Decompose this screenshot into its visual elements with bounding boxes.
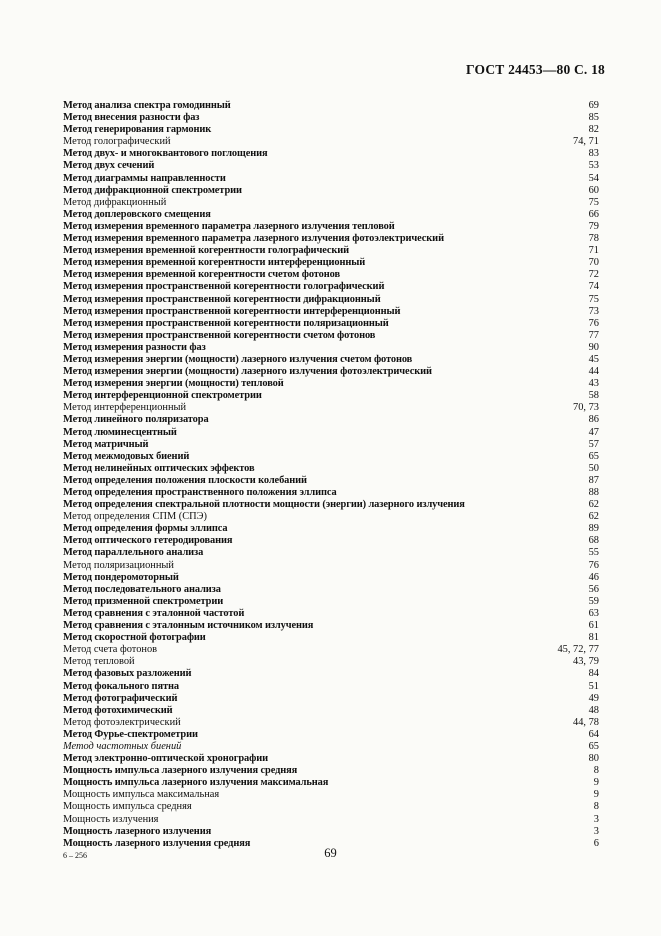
page-number: 69	[324, 846, 337, 860]
index-term: Метод параллельного анализа	[63, 547, 204, 559]
index-term: Мощность импульса лазерного излучения средняя	[63, 765, 298, 777]
index-term: Метод определения СПМ (СПЭ)	[63, 511, 208, 523]
index-pages: 46	[588, 571, 599, 583]
index-term: Метод фотоэлектрический	[63, 716, 181, 728]
index-pages: 70, 73	[573, 402, 599, 414]
index-entry	[63, 366, 599, 378]
index-term: Метод счета фотонов	[63, 644, 158, 656]
index-term: Метод двух- и многоквантового поглощения	[63, 148, 268, 160]
index-entry	[63, 729, 599, 741]
index-pages: 44, 78	[573, 716, 599, 728]
index-entry	[63, 439, 599, 451]
index-entry	[63, 560, 599, 572]
index-entry	[63, 668, 599, 680]
index-entry	[63, 245, 599, 257]
index-term: Метод внесения разности фаз	[63, 112, 200, 124]
index-term: Метод фотохимический	[63, 704, 173, 716]
index-entry	[63, 584, 599, 596]
index-term: Метод нелинейных оптических эффектов	[63, 462, 255, 474]
index-term: Метод частотных биений	[63, 740, 182, 752]
index-entry	[63, 801, 599, 813]
index-pages: 48	[588, 704, 599, 716]
index-entry	[63, 173, 599, 185]
index-pages: 74	[588, 281, 599, 293]
index-pages: 76	[588, 559, 599, 571]
term-index-list	[63, 100, 599, 850]
index-pages: 81	[588, 632, 599, 644]
index-term: Метод измерения временной когерентности голографический	[63, 245, 350, 257]
index-term: Метод генерирования гармоник	[63, 124, 212, 136]
index-entry	[63, 765, 599, 777]
index-entry	[63, 160, 599, 172]
index-entry	[63, 511, 599, 523]
index-pages: 74, 71	[573, 136, 599, 148]
index-pages: 55	[588, 547, 599, 559]
index-term: Метод определения спектральной плотности мощности (энергии) лазерного излучения	[63, 499, 465, 511]
index-entry	[63, 705, 599, 717]
index-entry	[63, 269, 599, 281]
index-term: Метод люминесцентный	[63, 426, 177, 438]
print-code: 6 – 256	[63, 851, 87, 860]
index-pages: 60	[588, 184, 599, 196]
index-pages: 9	[593, 777, 599, 789]
index-entry	[63, 547, 599, 559]
index-term: Метод интерференционный	[63, 402, 187, 414]
index-term: Метод измерения временного параметра лазерного излучения тепловой	[63, 220, 395, 232]
index-pages: 77	[588, 329, 599, 341]
index-term: Метод поляризационный	[63, 559, 174, 571]
index-entry	[63, 608, 599, 620]
index-pages: 6	[593, 837, 599, 849]
index-entry	[63, 148, 599, 160]
index-entry	[63, 814, 599, 826]
index-entry	[63, 681, 599, 693]
index-pages: 75	[588, 196, 599, 208]
index-pages: 71	[588, 245, 599, 257]
index-pages: 64	[588, 728, 599, 740]
index-term: Мощность лазерного излучения средняя	[63, 837, 251, 849]
index-entry	[63, 475, 599, 487]
index-entry	[63, 596, 599, 608]
index-pages: 58	[588, 390, 599, 402]
index-term: Метод измерения пространственной когерентности интерференционный	[63, 305, 401, 317]
index-entry	[63, 753, 599, 765]
index-term: Метод измерения энергии (мощности) лазерного излучения фотоэлектрический	[63, 366, 432, 378]
index-entry	[63, 632, 599, 644]
index-entry	[63, 741, 599, 753]
index-term: Метод измерения пространственной когерентности счетом фотонов	[63, 329, 376, 341]
index-term: Метод фазовых разложений	[63, 668, 192, 680]
index-term: Метод матричный	[63, 438, 149, 450]
index-entry	[63, 523, 599, 535]
index-pages: 62	[588, 499, 599, 511]
index-pages: 62	[588, 511, 599, 523]
index-term: Метод призменной спектрометрии	[63, 595, 224, 607]
index-pages: 47	[588, 426, 599, 438]
index-entry	[63, 100, 599, 112]
index-term: Метод определения положения плоскости колебаний	[63, 474, 307, 486]
index-entry	[63, 487, 599, 499]
index-entry	[63, 354, 599, 366]
index-term: Метод электронно-оптической хронографии	[63, 753, 268, 765]
index-pages: 43	[588, 378, 599, 390]
index-entry	[63, 402, 599, 414]
index-term: Метод измерения временной когерентности счетом фотонов	[63, 269, 340, 281]
index-entry	[63, 572, 599, 584]
index-term: Метод определения формы эллипса	[63, 523, 228, 535]
index-pages: 9	[593, 789, 599, 801]
index-entry	[63, 124, 599, 136]
index-entry	[63, 535, 599, 547]
index-entry	[63, 414, 599, 426]
index-pages: 80	[588, 753, 599, 765]
index-pages: 69	[588, 100, 599, 111]
index-pages: 89	[588, 523, 599, 535]
index-term: Метод двух сечений	[63, 160, 155, 172]
index-term: Метод измерения пространственной когерентности поляризационный	[63, 317, 389, 329]
index-term: Метод Фурье-спектрометрии	[63, 728, 198, 740]
index-term: Метод дифракционный	[63, 196, 167, 208]
index-entry	[63, 378, 599, 390]
index-term: Метод интерференционной спектрометрии	[63, 390, 262, 402]
index-pages: 63	[588, 607, 599, 619]
index-entry	[63, 826, 599, 838]
index-pages: 3	[593, 813, 599, 825]
index-entry	[63, 693, 599, 705]
index-pages: 54	[588, 172, 599, 184]
index-pages: 88	[588, 487, 599, 498]
index-pages: 85	[588, 112, 599, 124]
index-entry	[63, 257, 599, 269]
index-entry	[63, 330, 599, 342]
index-pages: 45	[588, 353, 599, 365]
index-term: Метод сравнения с эталонным источником излучения	[63, 620, 314, 632]
index-entry	[63, 294, 599, 306]
index-pages: 65	[588, 450, 599, 462]
index-term: Метод тепловой	[63, 656, 135, 668]
index-entry	[63, 390, 599, 402]
index-entry	[63, 233, 599, 245]
index-pages: 57	[588, 438, 599, 450]
index-term: Метод последовательного анализа	[63, 583, 221, 595]
index-pages: 3	[593, 825, 599, 837]
index-pages: 50	[588, 462, 599, 474]
index-pages: 83	[588, 148, 599, 160]
index-pages: 45, 72, 77	[557, 644, 599, 656]
index-entry	[63, 656, 599, 668]
index-pages: 73	[588, 305, 599, 317]
index-term: Метод межмодовых биений	[63, 450, 190, 462]
index-term: Метод голографический	[63, 136, 171, 148]
index-entry	[63, 789, 599, 801]
index-term: Метод линейного поляризатора	[63, 414, 209, 426]
index-term: Метод диаграммы направленности	[63, 172, 226, 184]
index-entry	[63, 318, 599, 330]
index-term: Метод измерения пространственной когерентности голографический	[63, 281, 385, 293]
index-term: Мощность импульса средняя	[63, 801, 192, 813]
index-pages: 82	[588, 124, 599, 136]
index-pages: 70	[588, 257, 599, 269]
index-term: Мощность импульса лазерного излучения максимальная	[63, 777, 329, 789]
index-term: Метод оптического гетеродирования	[63, 535, 233, 547]
index-term: Мощность импульса максимальная	[63, 789, 220, 801]
index-entry	[63, 620, 599, 632]
index-term: Метод скоростной фотографии	[63, 632, 206, 644]
index-entry	[63, 136, 599, 148]
index-entry	[63, 281, 599, 293]
index-entry	[63, 185, 599, 197]
index-pages: 79	[588, 220, 599, 232]
index-term: Метод измерения энергии (мощности) тепловой	[63, 378, 284, 390]
index-pages: 8	[593, 801, 599, 813]
index-entry	[63, 644, 599, 656]
index-pages: 53	[588, 160, 599, 172]
index-entry	[63, 197, 599, 209]
index-pages: 61	[588, 620, 599, 632]
index-pages: 86	[588, 414, 599, 426]
index-pages: 90	[588, 341, 599, 353]
index-entry	[63, 306, 599, 318]
index-pages: 72	[588, 269, 599, 281]
index-pages: 78	[588, 233, 599, 245]
index-term: Метод определения пространственного положения эллипса	[63, 487, 337, 498]
index-pages: 8	[593, 765, 599, 777]
index-pages: 87	[588, 474, 599, 486]
index-pages: 66	[588, 208, 599, 220]
index-entry	[63, 463, 599, 475]
index-pages: 84	[588, 668, 599, 680]
index-term: Мощность лазерного излучения	[63, 825, 212, 837]
index-term: Метод фокального пятна	[63, 680, 179, 692]
index-pages: 49	[588, 692, 599, 704]
index-term: Метод доплеровского смещения	[63, 208, 211, 220]
document-header: ГОСТ 24453—80 С. 18	[466, 62, 605, 77]
index-entry	[63, 451, 599, 463]
index-entry	[63, 342, 599, 354]
index-term: Метод измерения временного параметра лазерного излучения фотоэлектрический	[63, 233, 444, 245]
index-term: Метод анализа спектра гомодинный	[63, 100, 231, 111]
index-term: Метод измерения энергии (мощности) лазерного излучения счетом фотонов	[63, 353, 413, 365]
index-term: Метод пондеромоторный	[63, 571, 179, 583]
index-entry	[63, 499, 599, 511]
index-pages: 75	[588, 293, 599, 305]
index-pages: 76	[588, 317, 599, 329]
index-term: Метод фотографический	[63, 692, 178, 704]
index-term: Метод измерения пространственной когерентности дифракционный	[63, 293, 381, 305]
index-pages: 59	[588, 595, 599, 607]
index-term: Метод сравнения с эталонной частотой	[63, 607, 245, 619]
index-entry	[63, 112, 599, 124]
index-pages: 43, 79	[573, 656, 599, 668]
index-term: Метод измерения разности фаз	[63, 341, 206, 353]
index-term: Метод дифракционной спектрометрии	[63, 184, 242, 196]
index-pages: 44	[588, 366, 599, 378]
index-pages: 65	[588, 740, 599, 752]
index-entry	[63, 777, 599, 789]
index-entry	[63, 221, 599, 233]
index-entry	[63, 717, 599, 729]
index-term: Мощность излучения	[63, 813, 159, 825]
index-pages: 68	[588, 535, 599, 547]
index-pages: 51	[588, 680, 599, 692]
index-term: Метод измерения временной когерентности интерференционный	[63, 257, 366, 269]
index-entry	[63, 209, 599, 221]
index-pages: 56	[588, 583, 599, 595]
index-entry	[63, 427, 599, 439]
